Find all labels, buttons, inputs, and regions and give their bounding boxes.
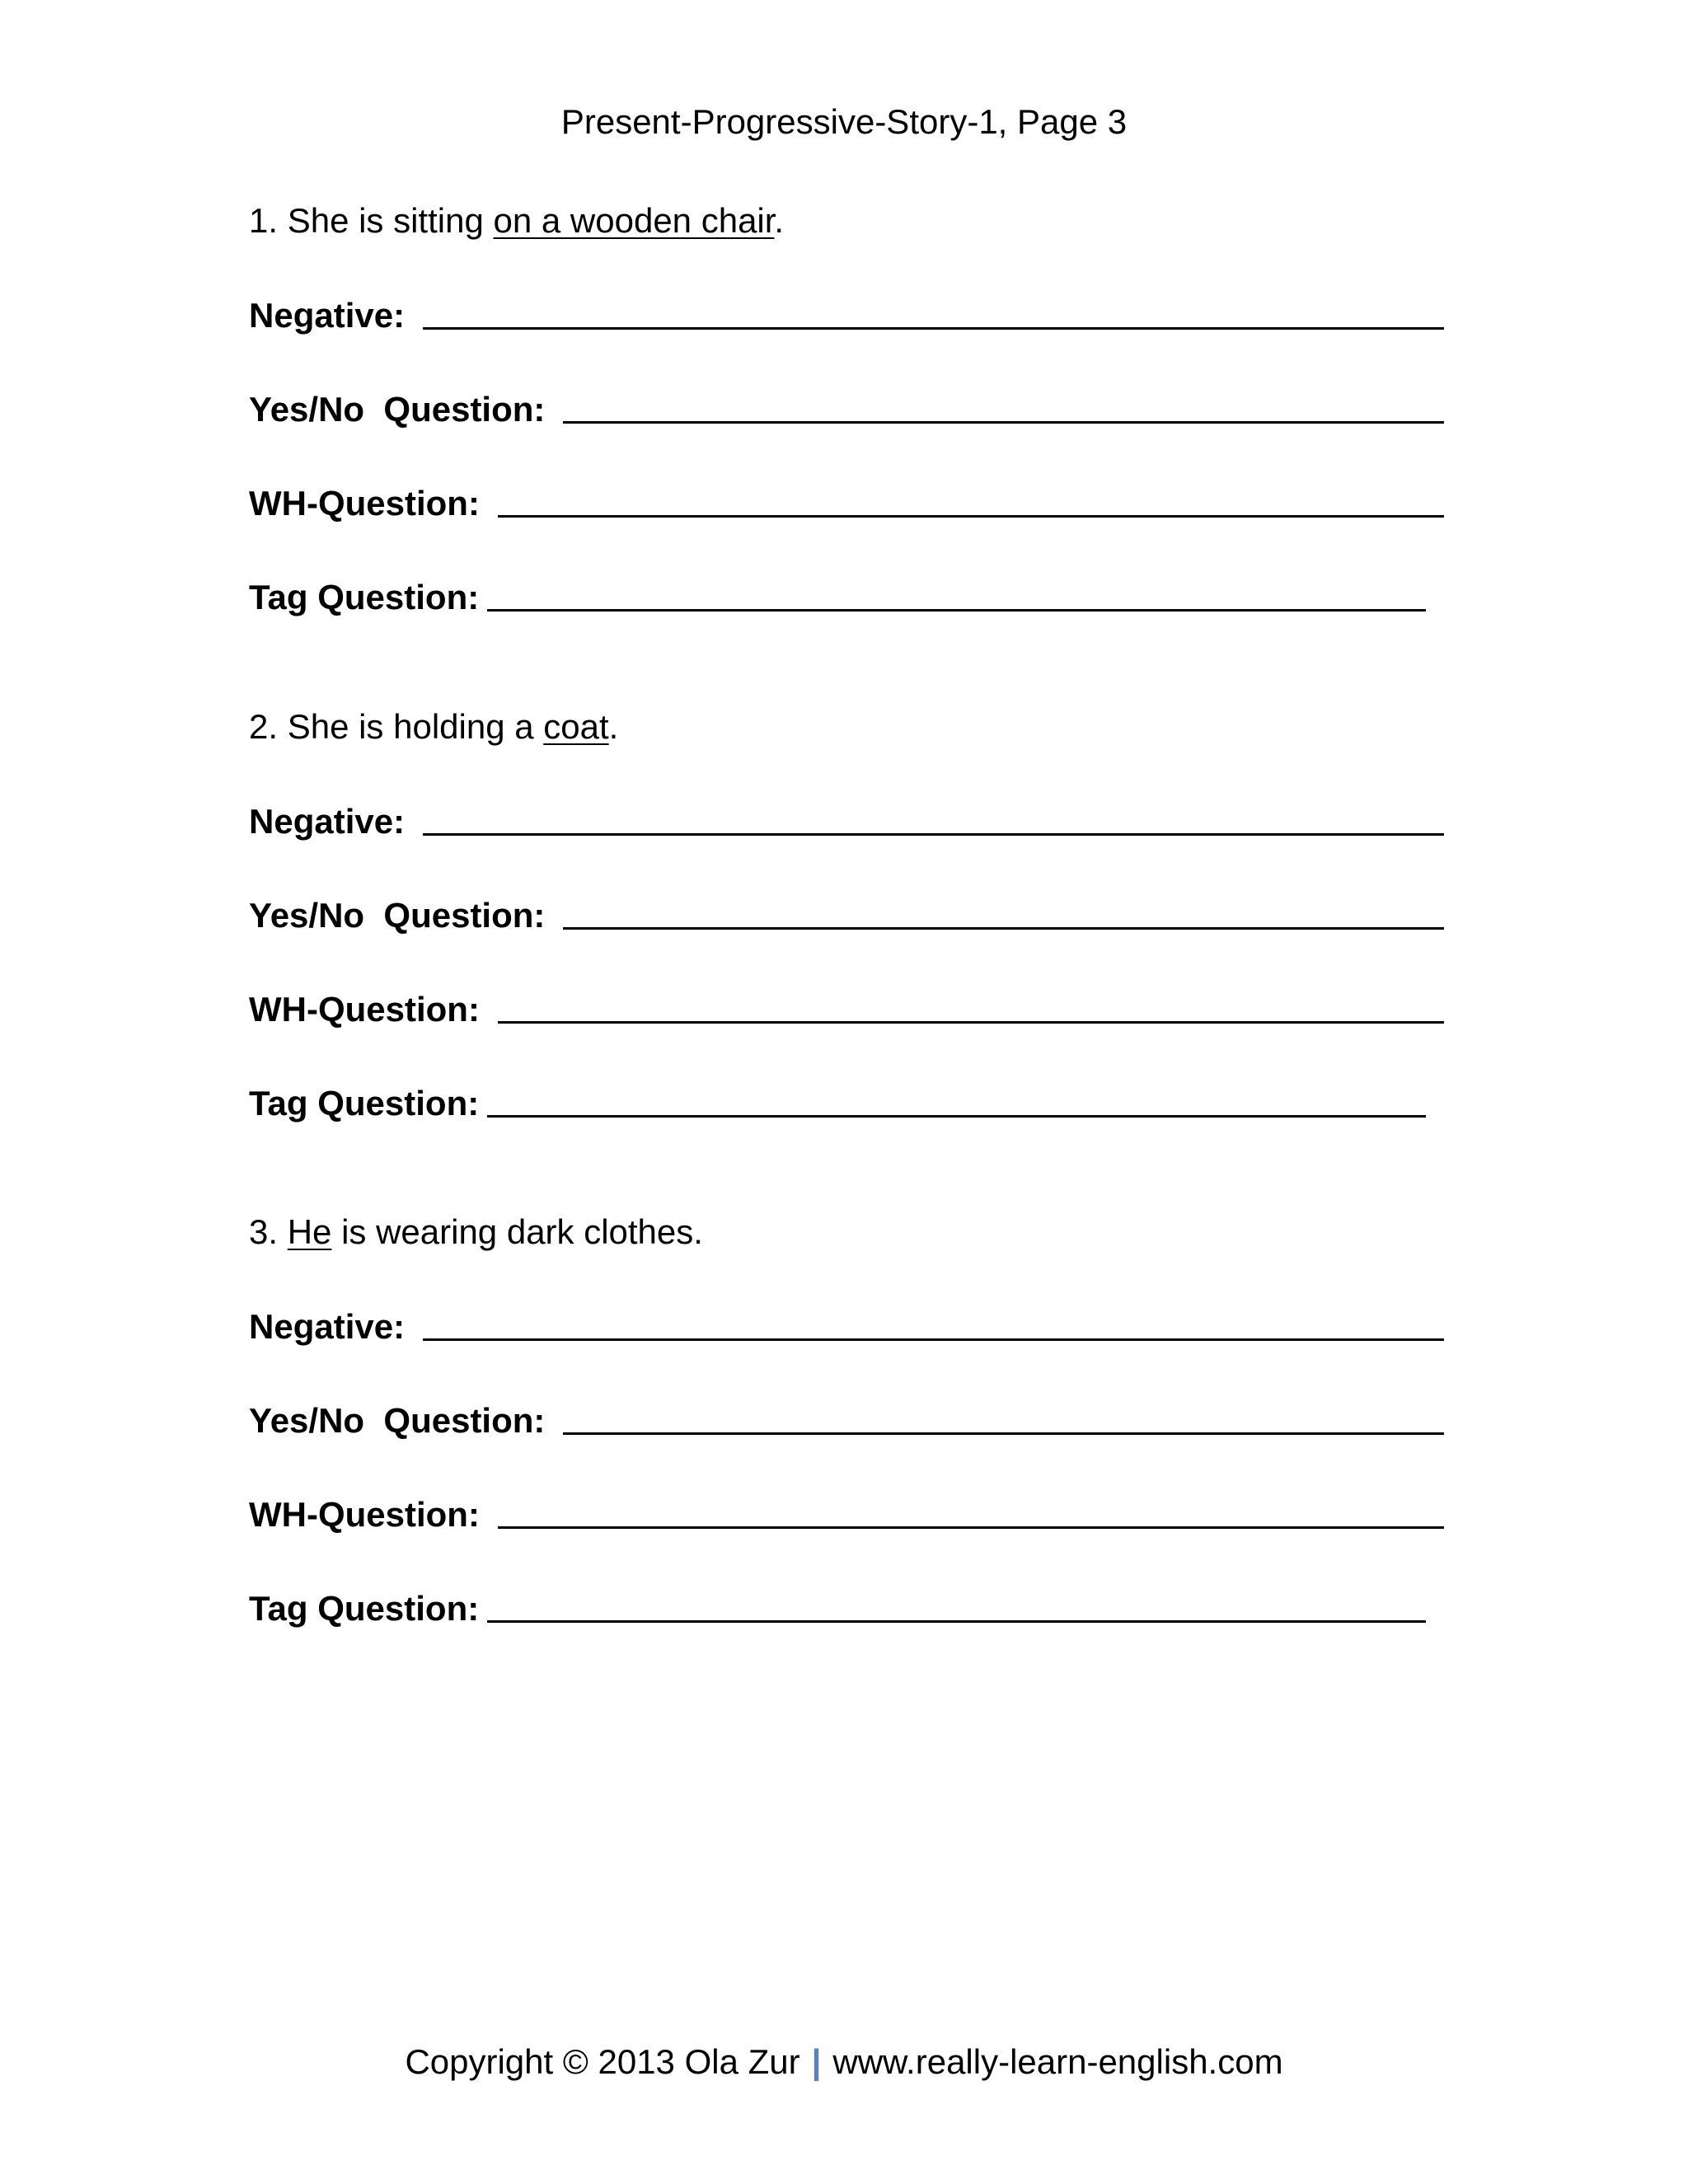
wh-question-answer-line[interactable] [498, 1526, 1444, 1529]
tag-question-row [249, 573, 1444, 622]
exercise-number: 3. [249, 1212, 279, 1251]
yes-no-question-answer-line[interactable] [563, 1432, 1444, 1435]
wh-question-row [249, 985, 1444, 1034]
negative-row [249, 291, 1444, 340]
yes-no-question-answer-line[interactable] [563, 421, 1444, 424]
negative-label: Negative: [249, 296, 406, 335]
negative-label: Negative: [249, 802, 406, 841]
tag-question-label: Tag Question: [249, 1589, 480, 1628]
wh-question-row [249, 1490, 1444, 1540]
negative-row [249, 1302, 1444, 1352]
sentence-text: She is holding a [287, 707, 534, 746]
exercise-sentence [249, 702, 1444, 752]
exercise-sentence [249, 1207, 1444, 1257]
wh-question-row [249, 479, 1444, 528]
website-link[interactable]: www.really-learn-english.com [832, 2042, 1283, 2081]
exercise-sentence [249, 196, 1444, 246]
negative-answer-line[interactable] [423, 327, 1444, 330]
negative-answer-line[interactable] [423, 833, 1444, 836]
tag-question-answer-line[interactable] [487, 1620, 1426, 1623]
yes-no-question-row [249, 385, 1444, 434]
footer [0, 2037, 1688, 2087]
underlined-phrase: He [287, 1212, 332, 1251]
page-title: Present-Progressive-Story-1, Page 3 [560, 102, 1128, 141]
wh-question-answer-line[interactable] [498, 515, 1444, 518]
yes-no-question-row [249, 891, 1444, 940]
exercise-1 [249, 196, 1444, 622]
tag-question-answer-line[interactable] [487, 609, 1426, 612]
negative-row [249, 797, 1444, 846]
sentence-text: She is sitting [287, 201, 484, 240]
exercise-number: 2. [249, 707, 279, 746]
underlined-phrase: on a wooden chair [493, 201, 775, 240]
underlined-phrase: coat [543, 707, 609, 746]
footer-separator: | [811, 2042, 822, 2081]
negative-answer-line[interactable] [423, 1338, 1444, 1341]
tag-question-row [249, 1079, 1444, 1128]
sentence-end: . [608, 707, 619, 746]
exercise-3 [249, 1207, 1444, 1633]
yes-no-question-label: Yes/No Question: [249, 1401, 546, 1440]
yes-no-question-label: Yes/No Question: [249, 390, 546, 429]
yes-no-question-row [249, 1396, 1444, 1446]
exercise-number: 1. [249, 201, 279, 240]
tag-question-label: Tag Question: [249, 578, 480, 616]
tag-question-answer-line[interactable] [487, 1115, 1426, 1118]
wh-question-label: WH-Question: [249, 1495, 480, 1534]
sentence-text: is wearing dark clothes. [341, 1212, 703, 1251]
tag-question-row [249, 1584, 1444, 1633]
yes-no-question-answer-line[interactable] [563, 927, 1444, 930]
wh-question-answer-line[interactable] [498, 1021, 1444, 1024]
yes-no-question-label: Yes/No Question: [249, 896, 546, 935]
wh-question-label: WH-Question: [249, 990, 480, 1029]
negative-label: Negative: [249, 1307, 406, 1346]
exercise-2 [249, 702, 1444, 1128]
tag-question-label: Tag Question: [249, 1084, 480, 1122]
copyright-text: Copyright © 2013 Ola Zur [405, 2042, 800, 2081]
sentence-end: . [774, 201, 785, 240]
wh-question-label: WH-Question: [249, 484, 480, 523]
